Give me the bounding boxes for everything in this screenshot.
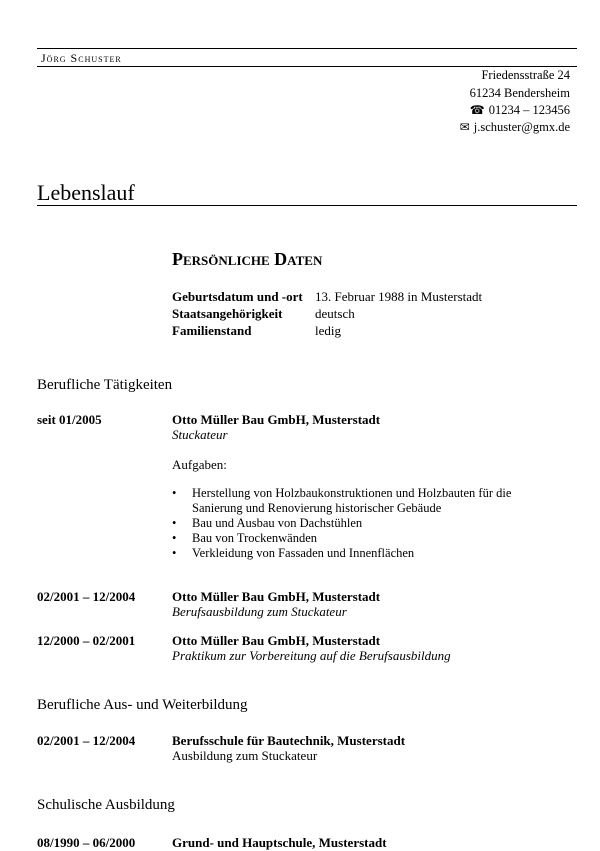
entry-organization: Berufsschule für Bautechnik, Musterstadt: [172, 733, 406, 748]
section-heading-training: Berufliche Aus- und Weiterbildung: [37, 697, 248, 713]
email-address: j.schuster@gmx.de: [473, 120, 570, 134]
entry-date: seit 01/2005: [37, 412, 102, 427]
bullet-icon: •: [172, 486, 177, 500]
entry-organization: Otto Müller Bau GmbH, Musterstadt: [172, 589, 381, 604]
address-street: Friedensstraße 24: [481, 68, 570, 82]
personal-label: Familienstand: [172, 323, 252, 338]
personal-value: ledig: [315, 323, 341, 338]
bullet-icon: •: [172, 531, 177, 545]
phone-icon: ☎: [469, 103, 485, 117]
personal-label: Staatsangehörigkeit: [172, 306, 283, 321]
entry-organization: Otto Müller Bau GmbH, Musterstadt: [172, 412, 381, 427]
address-city: 61234 Bendersheim: [469, 86, 570, 100]
tasks-label: Aufgaben:: [172, 457, 227, 472]
document-title: Lebenslauf: [37, 180, 135, 205]
phone-number: 01234 – 123456: [488, 103, 570, 117]
bullet-icon: •: [172, 546, 177, 560]
envelope-icon: ✉: [459, 120, 470, 134]
task-item: [172, 516, 552, 531]
personal-value: deutsch: [315, 306, 355, 321]
personal-label: Geburtsdatum und -ort: [172, 289, 303, 304]
header-top-rule: [37, 48, 577, 49]
task-text: Bau von Trockenwänden: [192, 531, 317, 545]
section-heading-work: Berufliche Tätigkeiten: [37, 377, 173, 393]
title-rule: [37, 205, 577, 206]
task-item: [172, 486, 552, 516]
entry-organization: Grund- und Hauptschule, Musterstadt: [172, 835, 387, 850]
task-item: [172, 546, 552, 561]
bullet-icon: •: [172, 516, 177, 530]
entry-role: Praktikum zur Vorbereitung auf die Berufsausbildung: [172, 648, 451, 663]
entry-date: 02/2001 – 12/2004: [37, 589, 136, 604]
entry-date: 12/2000 – 02/2001: [37, 633, 136, 648]
entry-role: Stuckateur: [172, 427, 228, 442]
address-email: [460, 120, 570, 135]
header-bottom-rule: [37, 66, 577, 67]
section-heading-school: Schulische Ausbildung: [37, 797, 175, 813]
task-text: Verkleidung von Fassaden und Innenflächen: [192, 546, 415, 560]
header-name: Jörg Schuster: [41, 51, 122, 65]
entry-detail: Ausbildung zum Stuckateur: [172, 748, 318, 763]
personal-data-heading: Persönliche Daten: [172, 249, 323, 269]
entry-date: 08/1990 – 06/2000: [37, 835, 136, 850]
entry-date: 02/2001 – 12/2004: [37, 733, 136, 748]
entry-role: Berufsausbildung zum Stuckateur: [172, 604, 347, 619]
address-phone: [470, 103, 570, 118]
task-item: [172, 531, 552, 546]
entry-organization: Otto Müller Bau GmbH, Musterstadt: [172, 633, 381, 648]
task-text: Bau und Ausbau von Dachstühlen: [192, 516, 363, 530]
task-text: Herstellung von Holzbaukonstruktionen und Holzbauten für die Sanierung und Renovierung historischer Gebäude: [192, 486, 512, 515]
personal-value: 13. Februar 1988 in Musterstadt: [315, 289, 483, 304]
